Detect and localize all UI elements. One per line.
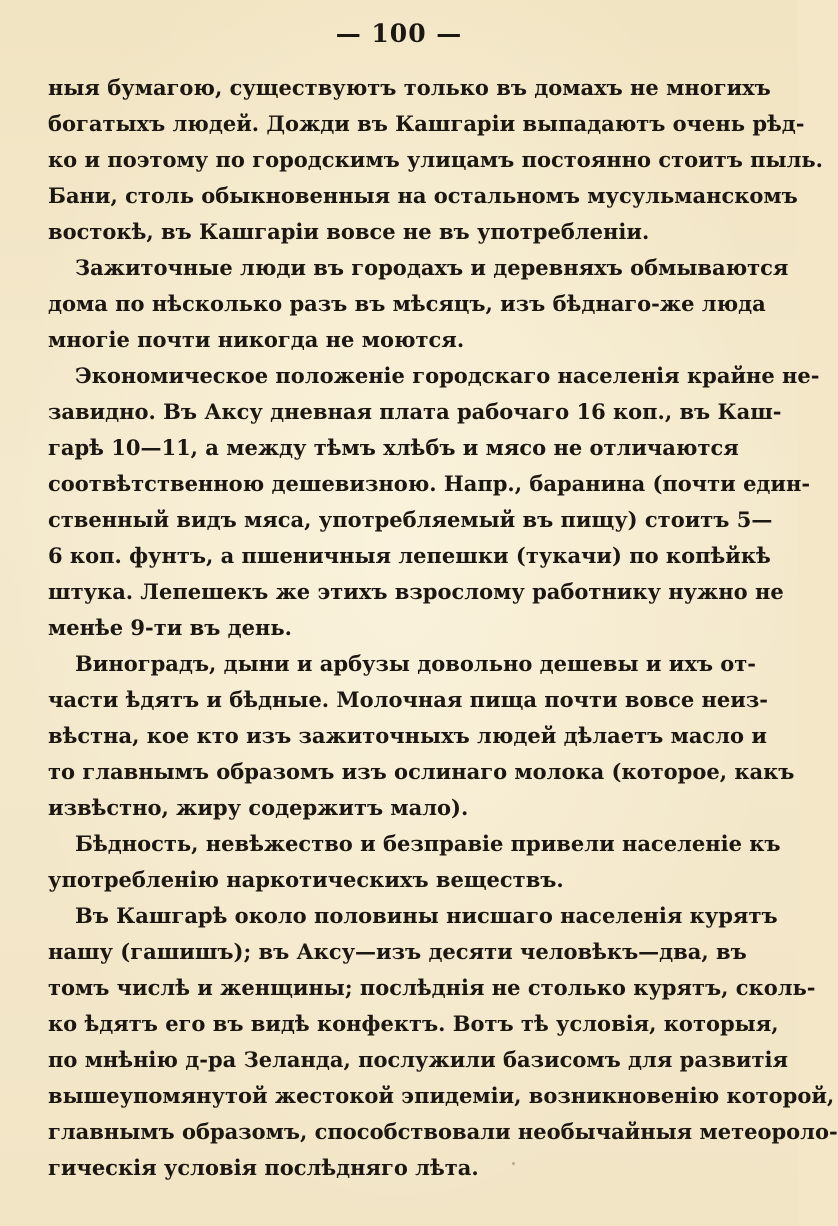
text-line: штука. Лепешекъ же этихъ взрослому работнику нужно не bbox=[48, 579, 784, 604]
text-line: завидно. Въ Аксу дневная плата рабочаго 16 коп., въ Каш- bbox=[48, 399, 782, 424]
text-line: ко и поэтому по городскимъ улицамъ постоянно стоитъ пыль. bbox=[48, 147, 823, 172]
text-line: употребленію наркотическихъ веществъ. bbox=[48, 867, 564, 892]
text-line: нашу (гашишъ); въ Аксу—изъ десяти человѣкъ—два, въ bbox=[48, 939, 747, 964]
text-line: гическія условія послѣдняго лѣта. bbox=[48, 1155, 479, 1180]
text-line: по мнѣнію д-ра Зеланда, послужили базисомъ для развитія bbox=[48, 1047, 789, 1072]
text-line: Бани, столь обыкновенныя на остальномъ мусульманскомъ bbox=[48, 183, 798, 208]
body-text bbox=[48, 70, 838, 1186]
text-line: 6 коп. фунтъ, а пшеничныя лепешки (тукачи) по копѣйкѣ bbox=[48, 543, 771, 568]
paper-speck bbox=[740, 372, 742, 374]
text-line: главнымъ образомъ, способствовали необычайныя метеороло- bbox=[48, 1119, 838, 1144]
paragraph bbox=[48, 70, 823, 250]
text-line: ко ѣдятъ его въ видѣ конфектъ. Вотъ тѣ условія, которыя, bbox=[48, 1011, 779, 1036]
page-number: — 100 — bbox=[335, 19, 463, 48]
paragraph bbox=[48, 898, 838, 1186]
paragraph bbox=[48, 358, 820, 646]
text-line: Зажиточные люди въ городахъ и деревняхъ обмываются bbox=[75, 255, 789, 280]
text-line: Въ Кашгарѣ около половины нисшаго населенія курятъ bbox=[75, 903, 778, 928]
text-line: Бѣдность, невѣжество и безправіе привели населеніе къ bbox=[75, 831, 781, 856]
text-line: Экономическое положеніе городскаго населенія крайне не- bbox=[75, 363, 820, 388]
text-line: томъ числѣ и женщины; послѣднія не столько курятъ, сколь- bbox=[48, 975, 816, 1000]
text-line: востокѣ, въ Кашгаріи вовсе не въ употребленіи. bbox=[48, 219, 650, 244]
paper-speck bbox=[512, 1162, 515, 1165]
text-line: гарѣ 10—11, а между тѣмъ хлѣбъ и мясо не отличаются bbox=[48, 435, 739, 460]
text-line: ственный видъ мяса, употребляемый въ пищу) стоитъ 5— bbox=[48, 507, 773, 532]
text-line: извѣстно, жиру содержитъ мало). bbox=[48, 795, 469, 820]
text-line: многіе почти никогда не моются. bbox=[48, 327, 465, 352]
text-line: части ѣдятъ и бѣдные. Молочная пища почти вовсе неиз- bbox=[48, 687, 768, 712]
text-line: вѣстна, кое кто изъ зажиточныхъ людей дѣлаетъ масло и bbox=[48, 723, 767, 748]
text-line: соотвѣтственною дешевизною. Напр., баранина (почти един- bbox=[48, 471, 811, 496]
text-line: Виноградъ, дыни и арбузы довольно дешевы и ихъ от- bbox=[75, 651, 757, 676]
paragraph bbox=[48, 826, 781, 898]
text-line: дома по нѣсколько разъ въ мѣсяцъ, изъ бѣднаго-же люда bbox=[48, 291, 766, 316]
text-line: то главнымъ образомъ изъ ослинаго молока (которое, какъ bbox=[48, 759, 795, 784]
text-line: богатыхъ людей. Дожди въ Кашгаріи выпадаютъ очень рѣд- bbox=[48, 111, 805, 136]
text-line: менѣе 9-ти въ день. bbox=[48, 615, 292, 640]
paragraph bbox=[48, 250, 789, 358]
paragraph bbox=[48, 646, 795, 826]
text-line: вышеупомянутой жестокой эпидеміи, возникновенію которой, bbox=[48, 1083, 835, 1108]
text-line: ныя бумагою, существуютъ только въ домахъ не многихъ bbox=[48, 75, 771, 100]
